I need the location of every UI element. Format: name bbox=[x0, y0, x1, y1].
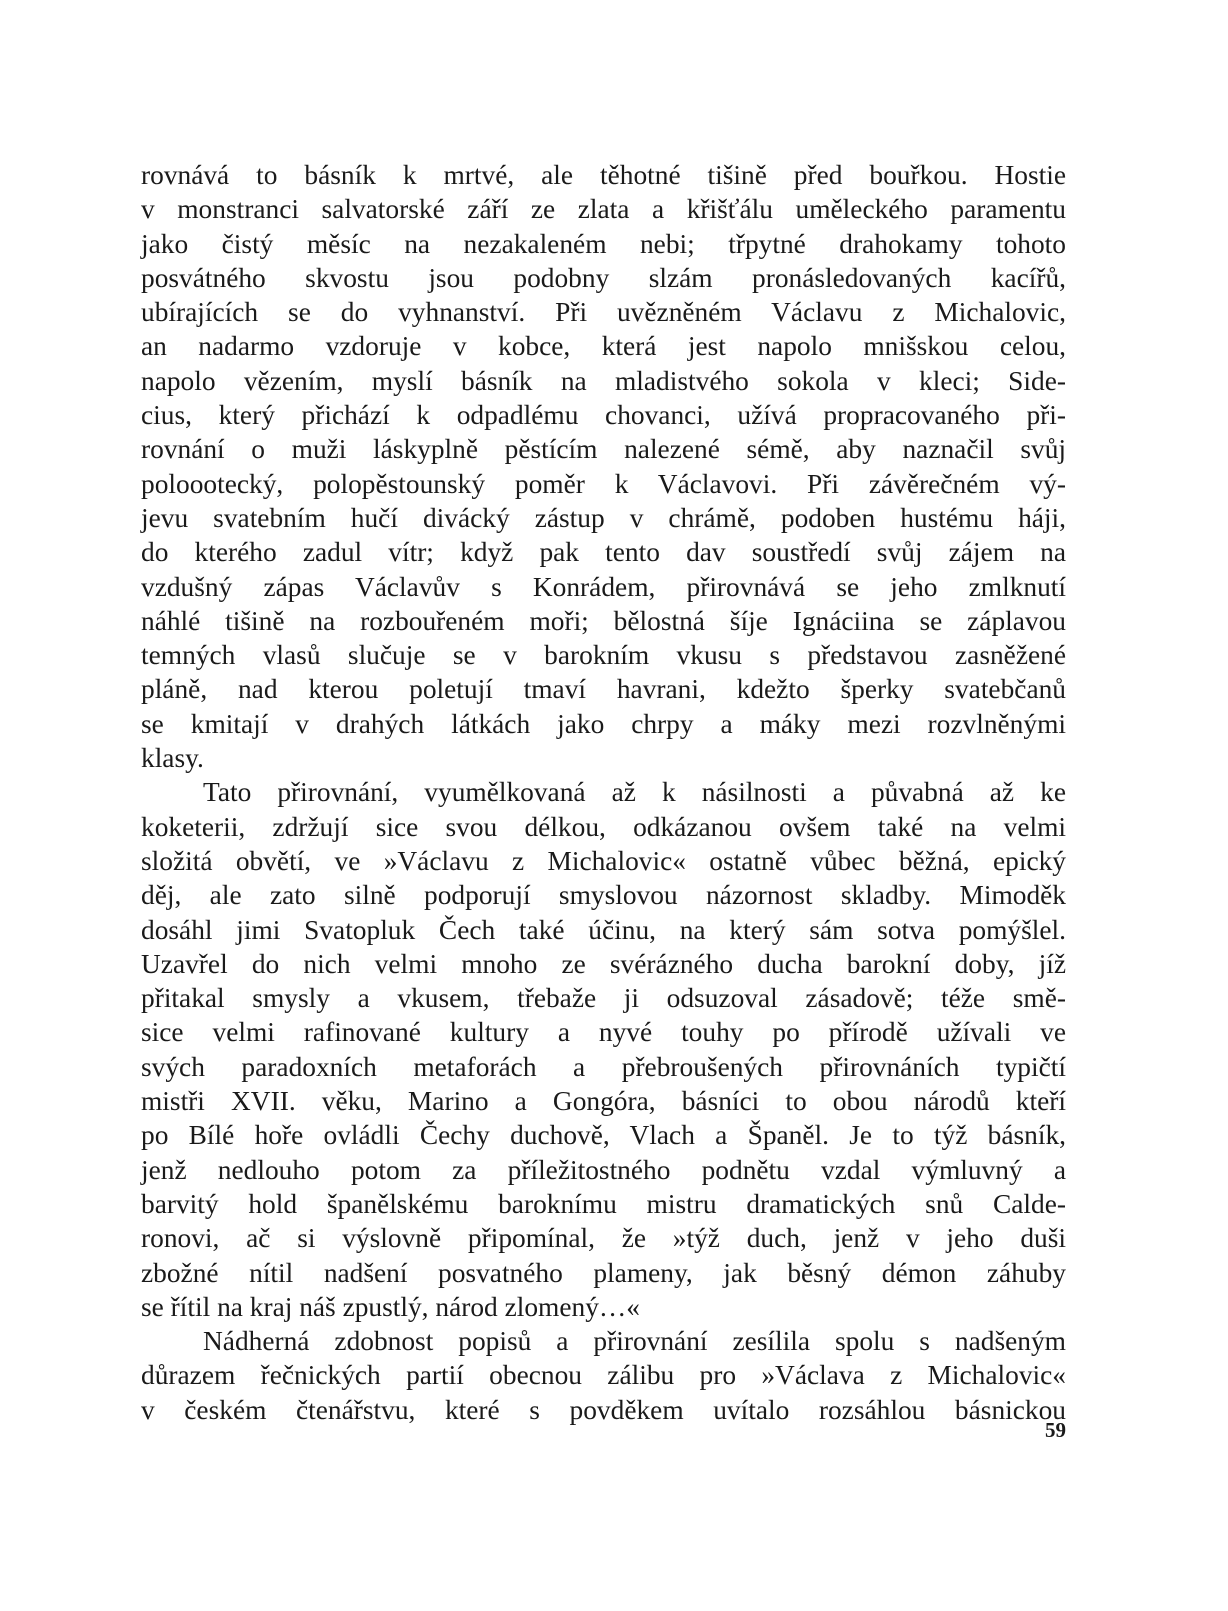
text-line: jako čistý měsíc na nezakaleném nebi; třpytné drahokamy tohoto bbox=[141, 228, 1066, 259]
text-line: rovnává to básník k mrtvé, ale těhotné tišině před bouřkou. Hostie bbox=[141, 160, 1066, 190]
text-line: dosáhl jimi Svatopluk Čech také účinu, na který sám sotva pomýšlel. bbox=[141, 914, 1066, 945]
text-line: vzdušný zápas Václavův s Konrádem, přirovnává se jeho zmlknutí bbox=[141, 571, 1066, 602]
text-line: mistři XVII. věku, Marino a Gongóra, básníci to obou národů kteří bbox=[141, 1086, 1066, 1117]
text-line: sice velmi rafinované kultury a nyvé touhy po přírodě užívali ve bbox=[141, 1017, 1066, 1048]
body-text bbox=[141, 158, 1066, 1427]
text-line: rovnání o muži láskyplně pěstícím nalezené sémě, aby naznačil svůj bbox=[141, 434, 1066, 465]
text-line: an nadarmo vzdoruje v kobce, která jest napolo mnišskou celou, bbox=[141, 331, 1066, 362]
text-line: jenž nedlouho potom za příležitostného podnětu vzdal výmluvný a bbox=[141, 1154, 1066, 1185]
text-line: se kmitají v drahých látkách jako chrpy a máky mezi rozvlněnými bbox=[141, 708, 1066, 739]
text-line: do kterého zadul vítr; když pak tento dav soustředí svůj zájem na bbox=[141, 537, 1066, 568]
text-line: cius, který přichází k odpadlému chovanci, užívá propracovaného při- bbox=[141, 400, 1066, 431]
text-line: jevu svatebním hučí divácký zástup v chrámě, podoben hustému háji, bbox=[141, 502, 1066, 533]
text-line: ubírajících se do vyhnanství. Při uvězněném Václavu z Michalovic, bbox=[141, 297, 1066, 328]
text-line: pláně, nad kterou poletují tmaví havrani, kdežto šperky svatebčanů bbox=[141, 674, 1066, 705]
text-line: složitá obvětí, ve »Václavu z Michalovic« ostatně vůbec běžná, epický bbox=[141, 845, 1066, 876]
paragraph bbox=[141, 775, 1066, 1324]
text-line: přitakal smysly a vkusem, třebaže ji odsuzoval zásadově; téže smě- bbox=[141, 983, 1066, 1014]
text-line: děj, ale zato silně podporují smyslovou názornost skladby. Mimoděk bbox=[141, 880, 1066, 911]
text-line: napolo vězením, myslí básník na mladistvého sokola v kleci; Side- bbox=[141, 365, 1066, 396]
text-line: v českém čtenářstvu, které s povděkem uvítalo rozsáhlou básnickou bbox=[141, 1394, 1066, 1425]
text-line: důrazem řečnických partií obecnou zálibu pro »Václava z Michalovic« bbox=[141, 1360, 1066, 1391]
text-line: Nádherná zdobnost popisů a přirovnání zesílila spolu s nadšeným bbox=[203, 1326, 1066, 1357]
text-line: Uzavřel do nich velmi mnoho ze svérázného ducha barokní doby, jíž bbox=[141, 948, 1066, 979]
text-line: temných vlasů slučuje se v barokním vkusu s představou zasněžené bbox=[141, 640, 1066, 671]
text-line: ronovi, ač si výslovně připomínal, že »týž duch, jenž v jeho duši bbox=[141, 1223, 1066, 1254]
text-line: posvátného skvostu jsou podobny slzám pronásledovaných kacířů, bbox=[141, 262, 1066, 293]
text-line: po Bílé hoře ovládli Čechy duchově, Vlach a Španěl. Je to týž básník, bbox=[141, 1120, 1066, 1151]
text-line: svých paradoxních metaforách a přebroušených přirovnáních typičtí bbox=[141, 1051, 1066, 1082]
paragraph bbox=[141, 1324, 1066, 1427]
paragraph bbox=[141, 158, 1066, 775]
text-line: v monstranci salvatorské září ze zlata a křišťálu uměleckého paramentu bbox=[141, 194, 1066, 225]
text-line: poloootecký, polopěstounský poměr k Václavovi. Při závěrečném vý- bbox=[141, 468, 1066, 499]
text-line: barvitý hold španělskému baroknímu mistru dramatických snů Calde- bbox=[141, 1188, 1066, 1219]
text-line: koketerii, zdržují sice svou délkou, odkázanou ovšem také na velmi bbox=[141, 811, 1066, 842]
text-line: se řítil na kraj náš zpustlý, národ zlomený…« bbox=[141, 1291, 640, 1322]
text-line: klasy. bbox=[141, 743, 204, 774]
text-line: náhlé tišině na rozbouřeném moři; bělostná šíje Ignáciina se záplavou bbox=[141, 605, 1066, 636]
text-line: Tato přirovnání, vyumělkovaná až k násilnosti a půvabná až ke bbox=[203, 777, 1066, 808]
text-line: zbožné nítil nadšení posvatného plameny, jak běsný démon záhuby bbox=[141, 1257, 1066, 1288]
page-number: 59 bbox=[1045, 1418, 1066, 1442]
